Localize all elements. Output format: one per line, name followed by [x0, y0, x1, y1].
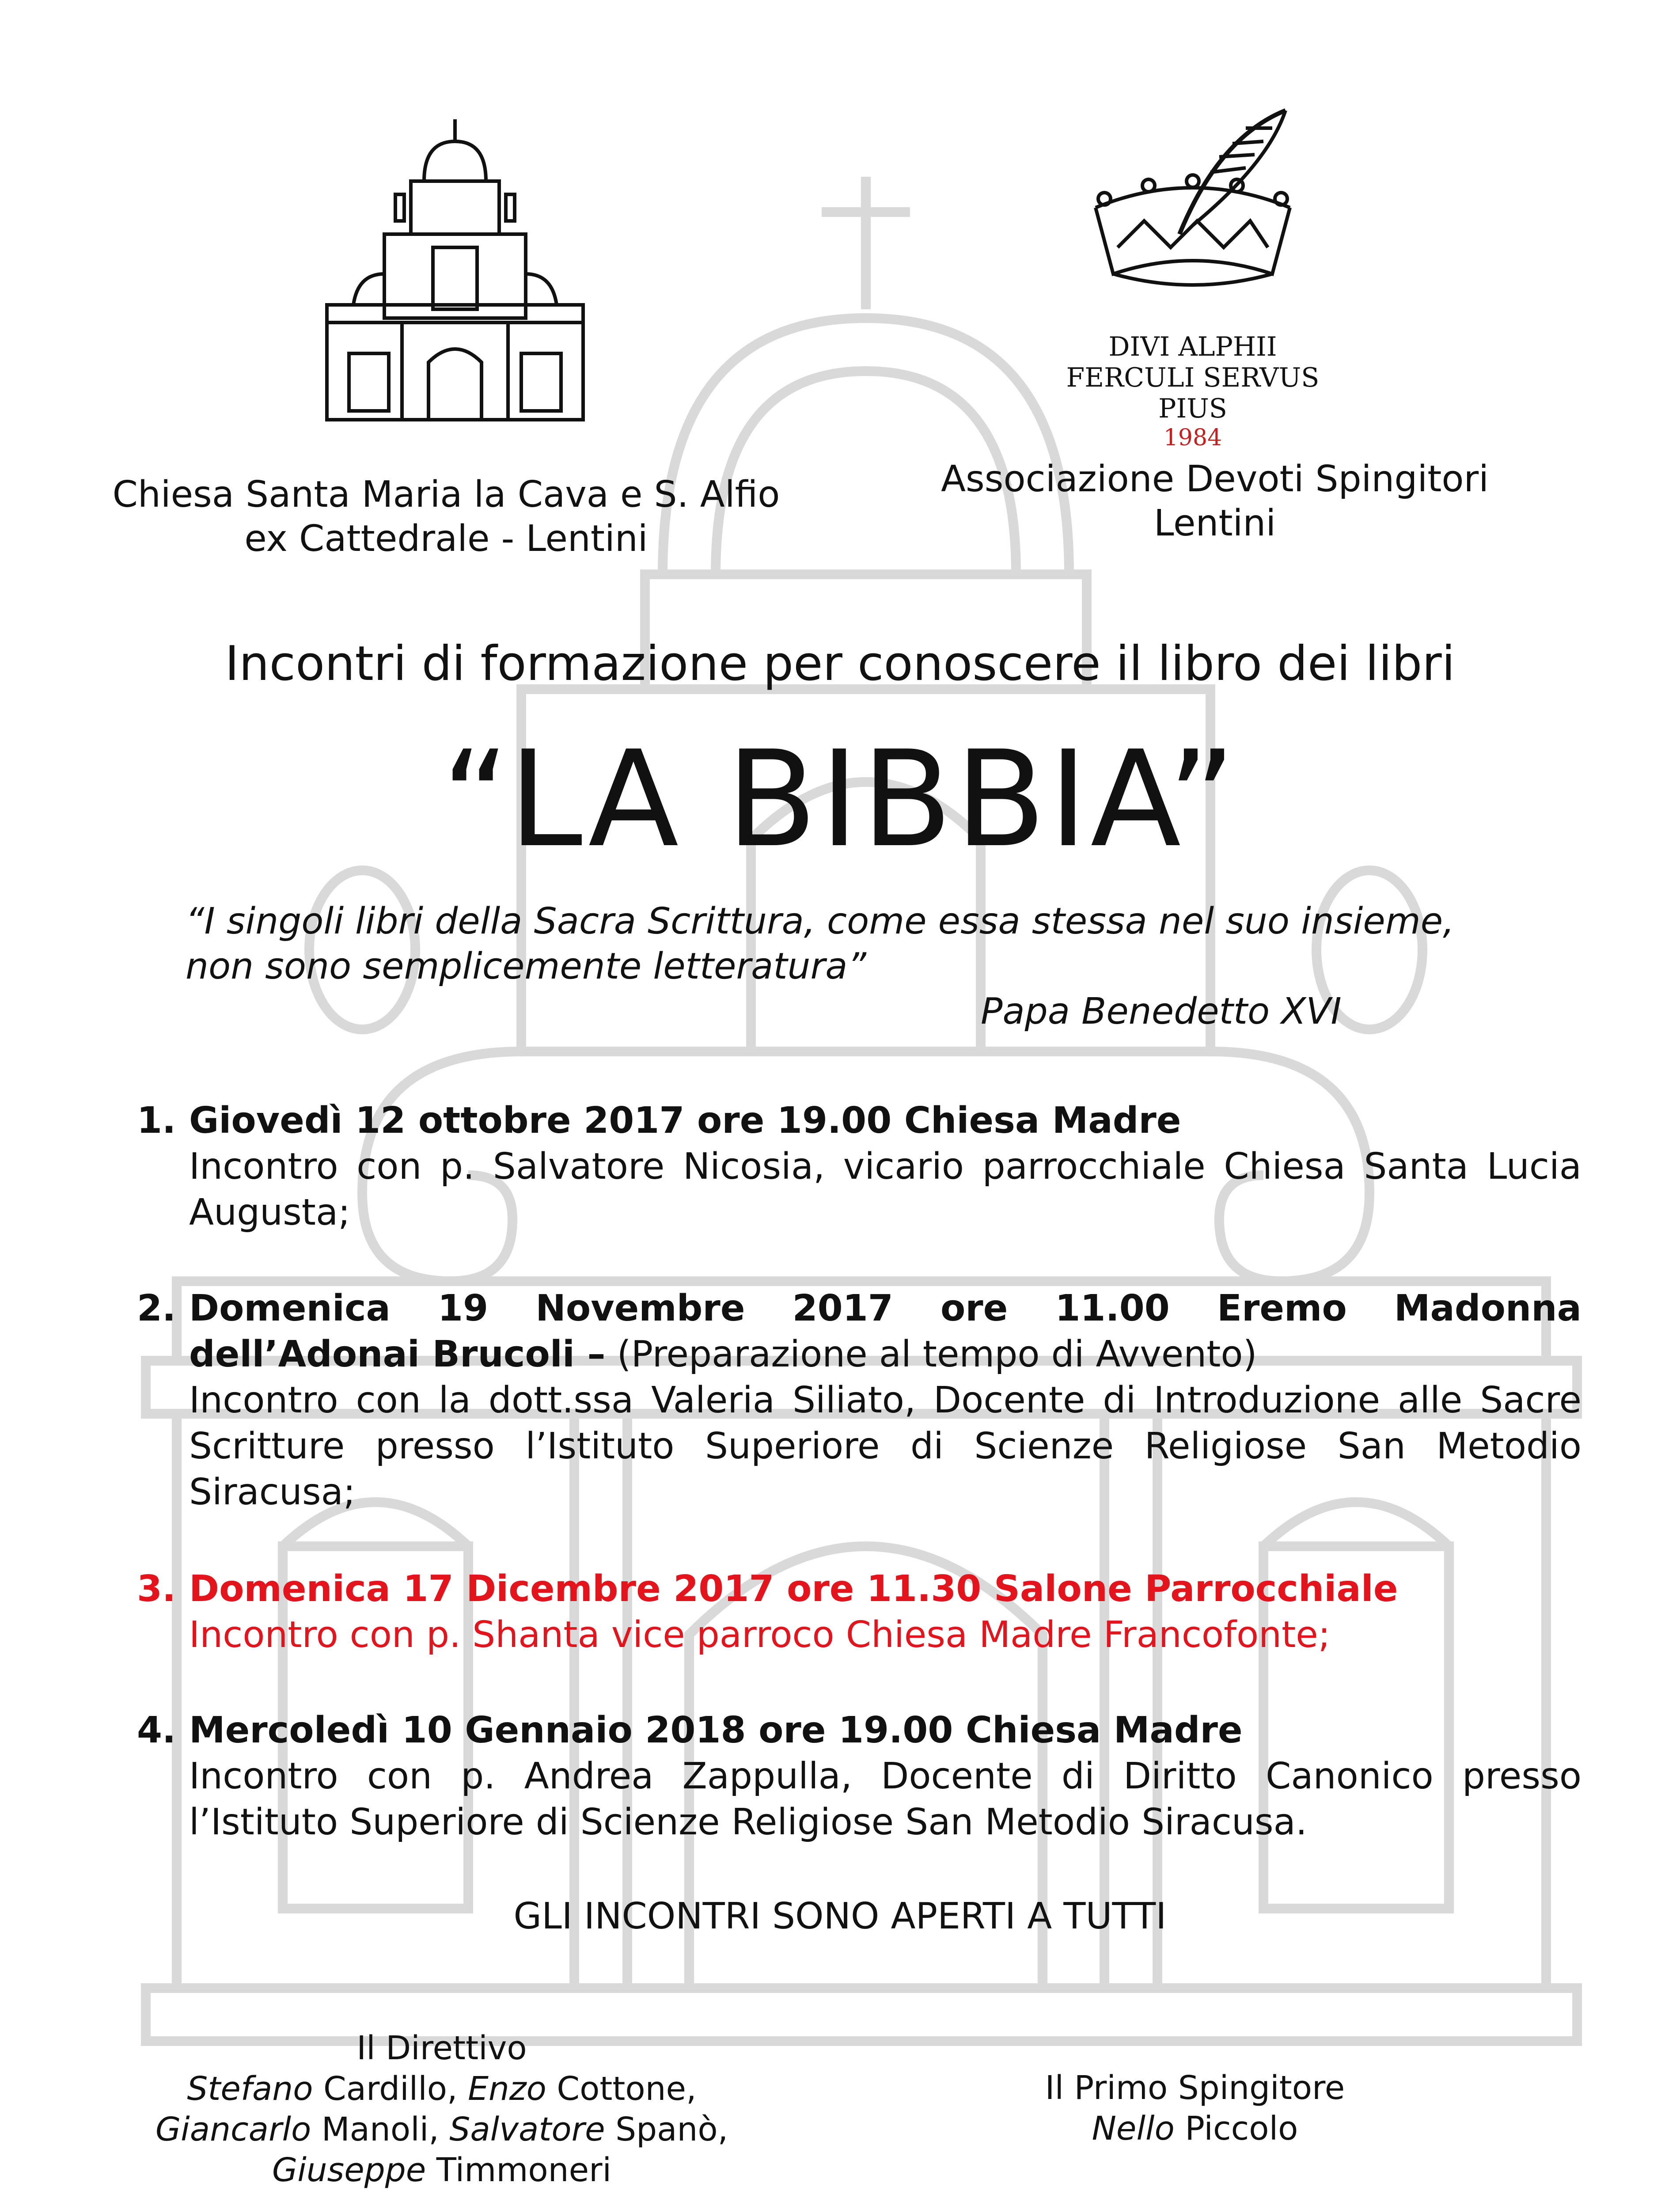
signature-last-name: Spanò,: [605, 2110, 728, 2148]
logo-motto: [1029, 331, 1356, 452]
right-organization: [884, 457, 1546, 546]
left-org-line1: Chiesa Santa Maria la Cava e S. Alfio: [112, 474, 780, 516]
event-heading: Domenica 19 Novembre 2017 ore 11.00 Eremo Madonna dell’Adonai Brucoli –: [189, 1287, 1581, 1375]
event-description: Incontro con la dott.ssa Valeria Siliato, Docente di Introduzione alle Sacre Scritture presso l’Istituto Superiore di Scienze Religiose San Metodio Siracusa;: [189, 1379, 1581, 1513]
left-organization: [71, 473, 822, 561]
open-notice: GLI INCONTRI SONO APERTI A TUTTI: [513, 1895, 1167, 1937]
left-org-line2: ex Cattedrale - Lentini: [244, 518, 648, 560]
signature-first-name: Giancarlo: [155, 2110, 311, 2148]
event-item-3: [137, 1566, 1581, 1658]
right-org-line2: Lentini: [1153, 502, 1276, 544]
signature-first-name: Enzo: [457, 2070, 546, 2108]
signature-last-name: Timmoneri: [426, 2151, 612, 2189]
quote-author: Papa Benedetto XVI: [981, 991, 1342, 1032]
signature-left-heading: Il Direttivo: [356, 2029, 527, 2067]
event-description: Incontro con p. Shanta vice parroco Chiesa Madre Francofonte;: [189, 1614, 1331, 1656]
page-title: “LA BIBBIA”: [441, 722, 1239, 877]
signature-last-name: Piccolo: [1174, 2110, 1298, 2148]
event-item-2: [137, 1286, 1581, 1515]
signature-first-name: Nello: [1092, 2110, 1175, 2148]
event-description: Incontro con p. Andrea Zappulla, Docente di Diritto Canonico presso l’Istituto Superiore di Scienze Religiose San Metodio Siracusa.: [189, 1755, 1581, 1843]
quote-line2: non sono semplicemente letteratura”: [186, 945, 866, 987]
signature-last-name: Cardillo,: [313, 2070, 458, 2108]
signature-last-name: Cottone,: [546, 2070, 697, 2108]
event-number: 4.: [137, 1709, 176, 1751]
event-item-4: [137, 1708, 1581, 1845]
event-number: 1.: [137, 1100, 176, 1142]
event-heading: Mercoledì 10 Gennaio 2018 ore 19.00 Chiesa Madre: [189, 1709, 1243, 1751]
intro-heading: Incontri di formazione per conoscere il libro dei libri: [225, 636, 1455, 691]
event-description: Incontro con p. Salvatore Nicosia, vicario parrocchiale Chiesa Santa Lucia Augusta;: [189, 1146, 1581, 1234]
signature-left: [110, 2028, 773, 2190]
signature-first-name: Stefano: [187, 2070, 313, 2108]
event-heading: Giovedì 12 ottobre 2017 ore 19.00 Chiesa Madre: [189, 1100, 1181, 1142]
signature-first-name: Giuseppe: [272, 2151, 426, 2189]
signature-right-heading: Il Primo Spingitore: [1045, 2069, 1345, 2107]
right-org-line1: Associazione Devoti Spingitori: [940, 458, 1489, 500]
signature-last-name: Manoli,: [311, 2110, 439, 2148]
logo-motto-line1: DIVI ALPHII: [1108, 331, 1277, 362]
event-number: 3.: [137, 1568, 176, 1610]
event-item-1: [137, 1098, 1581, 1236]
signature-first-name: Salvatore: [439, 2110, 605, 2148]
logo-motto-line2: FERCULI SERVUS PIUS: [1066, 362, 1320, 424]
event-heading: Domenica 17 Dicembre 2017 ore 11.30 Salone Parrocchiale: [189, 1568, 1398, 1610]
church-logo-icon: [318, 115, 592, 424]
event-number: 2.: [137, 1287, 176, 1329]
quote-line1: “I singoli libri della Sacra Scrittura, come essa stessa nel suo insieme,: [186, 900, 1455, 942]
logo-year: 1984: [1163, 425, 1222, 451]
event-note: (Preparazione al tempo di Avvento): [617, 1333, 1257, 1375]
signature-right: [919, 2068, 1471, 2149]
crown-feather-logo-icon: [1078, 102, 1308, 323]
quote-block: [186, 899, 1599, 1034]
